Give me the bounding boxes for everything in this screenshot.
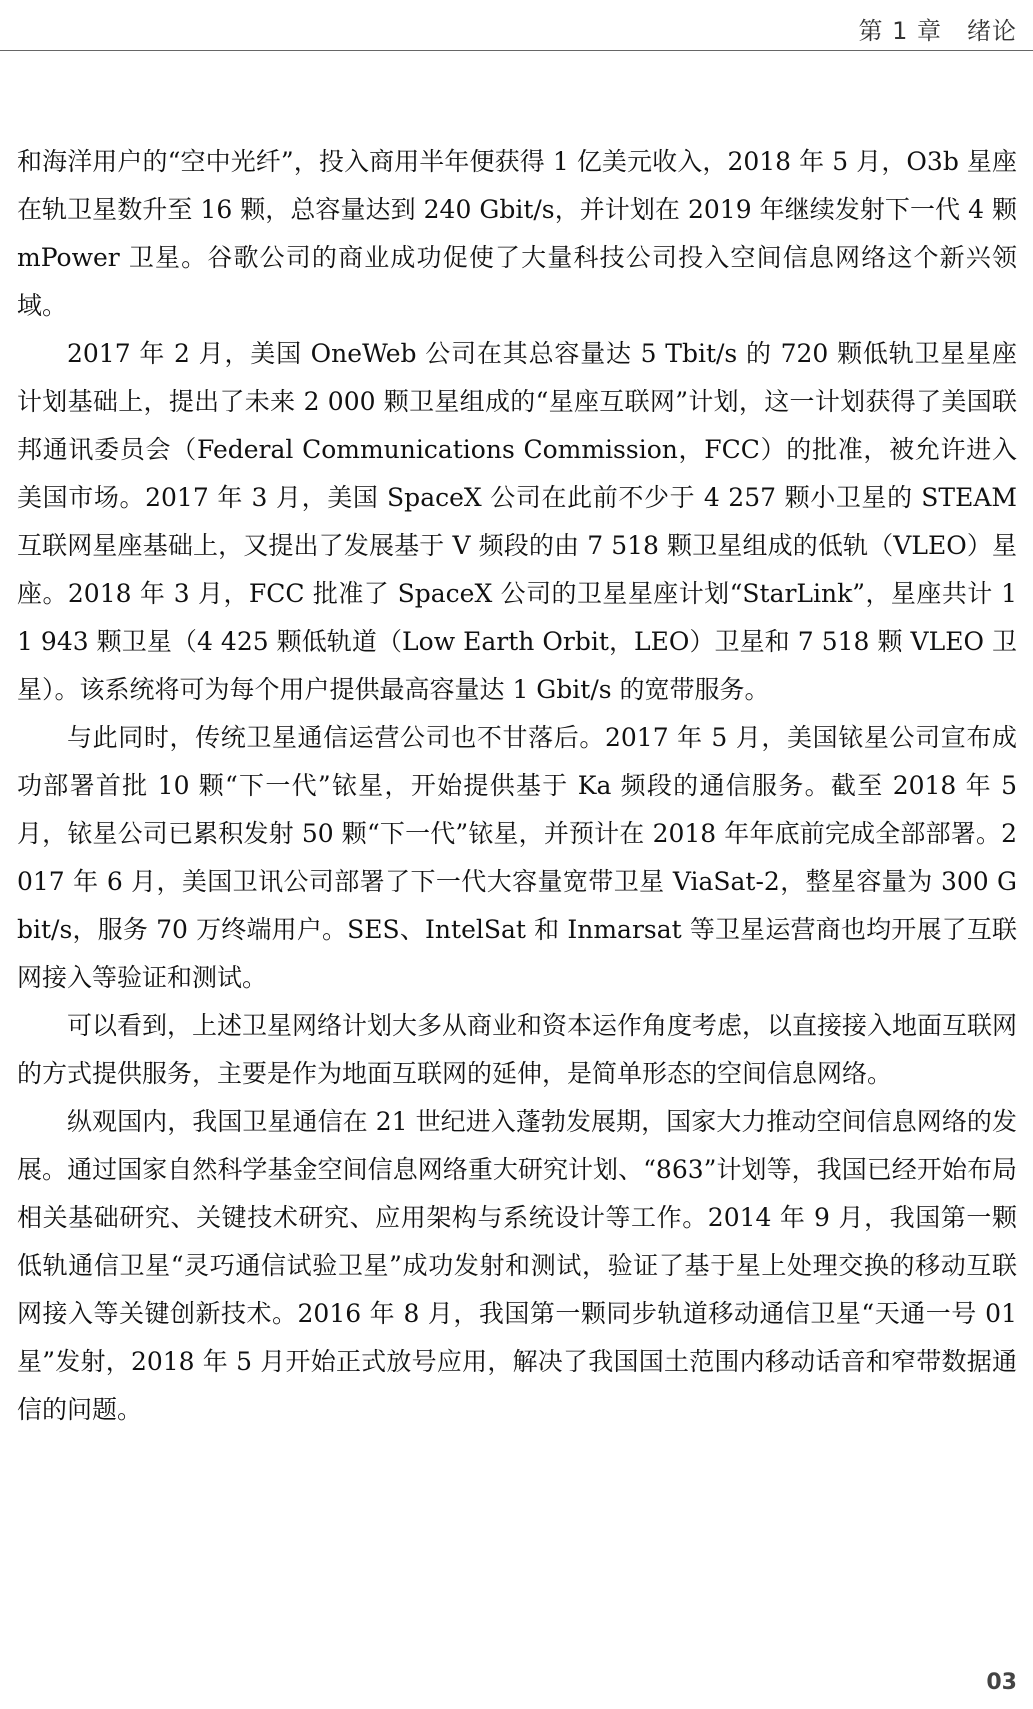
page-number: 03 xyxy=(986,1670,1017,1695)
paragraph-summary: 可以看到，上述卫星网络计划大多从商业和资本运作角度考虑，以直接接入地面互联网的方式提供服务，主要是作为地面互联网的延伸，是简单形态的空间信息网络。 xyxy=(17,1011,1018,1088)
paragraph-domestic: 纵观国内，我国卫星通信在 21 世纪进入蓬勃发展期，国家大力推动空间信息网络的发展。通过国家自然科学基金空间信息网络重大研究计划、“863”计划等，我国已经开始布局相关基础研究、关键技术研究、应用架构与系统设计等工作。2014 年 9 月，我国第一颗低轨通信卫星“灵巧通信试验卫星”成功发射和测试，验证了基于星上处理交换的移动互联网接入等关键创新技术。2016 年 8 月，我国第一颗同步轨道移动通信卫星“天通一号 01 星”发射，2018 年 5 月开始正式放号应用，解决了我国国土范围内移动话音和窄带数据通信的问题。 xyxy=(17,1107,1017,1424)
paragraph-traditional-operators: 与此同时，传统卫星通信运营公司也不甘落后。2017 年 5 月，美国铱星公司宣布成功部署首批 10 颗“下一代”铱星，开始提供基于 Ka 频段的通信服务。截至 2018 年 5 月，铱星公司已累积发射 50 颗“下一代”铱星，并预计在 2018 年年底前完成全部部署。2017 年 6 月，美国卫讯公司部署了下一代大容量宽带卫星 ViaSat-2，整星容量为 300 Gbit/s，服务 70 万终端用户。SES、IntelSat 和 Inmarsat 等卫星运营商也均开展了互联网接入等验证和测试。 xyxy=(17,723,1017,992)
body-text xyxy=(17,138,1017,1434)
paragraph-continued: 和海洋用户的“空中光纤”，投入商用半年便获得 1 亿美元收入，2018 年 5 月，O3b 星座在轨卫星数升至 16 颗，总容量达到 240 Gbit/s，并计划在 2019 年继续发射下一代 4 颗 mPower 卫星。谷歌公司的商业成功促使了大量科技公司投入空间信息网络这个新兴领域。 xyxy=(17,147,1017,320)
paragraph-oneweb-spacex: 2017 年 2 月，美国 OneWeb 公司在其总容量达 5 Tbit/s 的 720 颗低轨卫星星座计划基础上，提出了未来 2 000 颗卫星组成的“星座互联网”计划，这一计划获得了美国联邦通讯委员会（Federal Communications Commission，FCC）的批准，被允许进入美国市场。2017 年 3 月，美国 SpaceX 公司在此前不少于 4 257 颗小卫星的 STEAM 互联网星座基础上，又提出了发展基于 V 频段的由 7 518 颗卫星组成的低轨（VLEO）星座。2018 年 3 月，FCC 批准了 SpaceX 公司的卫星星座计划“StarLink”，星座共计 11 943 颗卫星（4 425 颗低轨道（Low Earth Orbit，LEO）卫星和 7 518 颗 VLEO 卫星）。该系统将可为每个用户提供最高容量达 1 Gbit/s 的宽带服务。 xyxy=(17,339,1017,704)
running-header: 第 1 章 绪论 xyxy=(858,16,1017,45)
header-divider xyxy=(0,50,1033,51)
